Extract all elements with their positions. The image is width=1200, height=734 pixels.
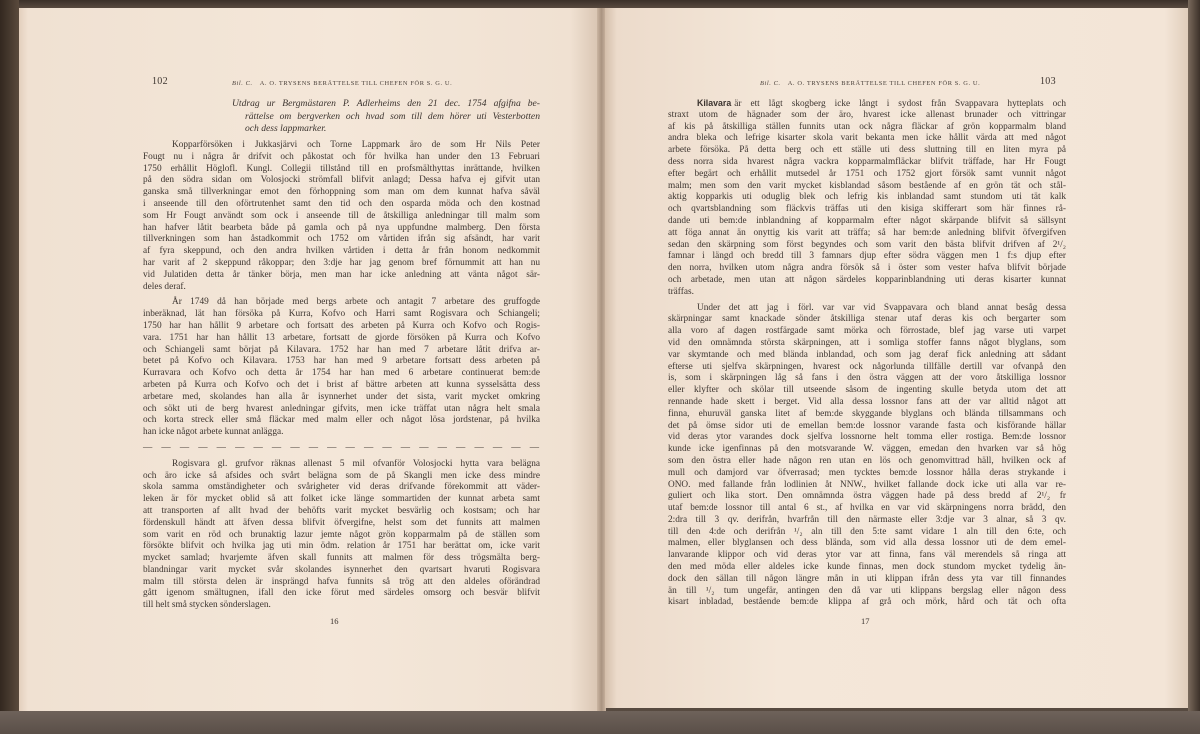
text-line: vid Julatiden detta år tänker börja, men man har icke anledning att vänta något sär- [143, 269, 540, 280]
paragraph [143, 297, 540, 439]
text-line: som Hr Fougt användt som ock i anseende till de åtskilliga anledningar till malm som [143, 210, 540, 221]
text-line: i anseende till den oförtrutenhet samt den tid och den osparda möda och den kostnad [143, 198, 540, 209]
title-line: rättelse om bergverken och hvad som till dem hörer uti Vesterbotten [245, 110, 540, 122]
text-line: Fougt nu i några år drifvit och påkostat och för hvilka han under den 13 Februari [143, 151, 540, 162]
text-line: ONO. med fallande från lodlinien åt NNW., hvilket fallande dock icke uti alla var re- [668, 479, 1066, 490]
text-line: eller klyfter och skölar till utseende såsom de ingenting skulle betyda utom det att [668, 385, 1066, 396]
text-line: skärpningar samt knackade sönder åtskilliga stenar utaf deras kis och bergarter som [668, 314, 1066, 325]
text-line: till helt små stycken sönderslagen. [143, 600, 271, 611]
left-page-body [143, 140, 540, 616]
running-header-text: A. O. TRYSENS BERÄTTELSE TILL CHEFEN FÖR S. G. U. [787, 80, 981, 87]
page-footer-number: 16 [330, 616, 339, 626]
text-line: arbeten på Kurra och Kofvo och det i brist af bättre arbeten att kunna sysselsätta dess [143, 379, 540, 390]
text-line: arbetare med, skolandes han alla år isynnerhet under det sista, varit mycket omkring [143, 391, 540, 402]
text-line: till den 4:de och derifrån ¹/₂ aln till den 5:te samt vidare 1 aln till den 6:te, och [668, 526, 1066, 537]
text-line: alla voro af dagen rostfärgade samt mörka och förrostade, blef jag varse uti varpet [668, 326, 1066, 337]
text-line: och arbetade, men utan att någon särdeles kopparinblandning uti deras kisarter kunnat [668, 274, 1066, 285]
right-page [605, 8, 1188, 708]
page-number-top: 102 [152, 76, 168, 87]
text-line: vid deras ytor varandes dock sjelfva lossnorne helt tomma eller rostiga. Bem:de lossnor [668, 432, 1066, 443]
text-line: efterse uti sjelfva skärpningen, hvarest ock någorlunda tillfälle dertill var ofvanpå den [668, 361, 1066, 372]
text-line: arbete försöka. På detta berg och ett ställe uti dess sluttning till en liten myra på [668, 145, 1066, 156]
title-line: Utdrag ur Bergmästaren P. Adlerheims den 21 dec. 1754 afgifna be- [232, 98, 540, 109]
text-line: dande uti bem:de inblandning af kopparmalm efter något skärpande blifvit så sällsynt [668, 215, 1066, 226]
paragraph [143, 140, 540, 293]
line-text: är ett lågt skogberg icke långt i sydost från Svappavara hytteplats och [734, 99, 1066, 109]
paragraph-lead-word: Kilavara [697, 98, 732, 108]
text-line: leken är för mycket oblid så att folket icke länge sommartiden der kunnat arbeta samt [143, 494, 540, 505]
text-line: på den södra sidan om Volosjocki strömfall blifvit anlagd; Dessa hafva ej gifvit utan [143, 175, 540, 186]
text-line: än till ¹/₂ tum ungefär, antingen den då var uti klippans bergslag eller någon dess [668, 585, 1066, 596]
left-page [19, 8, 599, 711]
text-line: famnar i längd och bredd till 3 famnars djup efter södra väggen men 1 f:s djup efter [668, 251, 1066, 262]
text-line: blandningar varit mycket svår skolandes isynnerhet den qvartsart hvaruti Rogisvara [143, 564, 540, 575]
text-line: han hafver låtit bearbeta både på gamla och på nya uppfundne malmberg. Den första [143, 222, 540, 233]
text-line: af fyra skeppund, och den andra hvilken vårtiden i detta år från honom nedkommit [143, 246, 540, 257]
text-line: Kurravara och Kofvo och detta år 1754 har han med 6 arbetare continuerat bem:de [143, 368, 540, 379]
text-line: mull och damjord var öfverrasad; men tycktes bem:de lossnor hålla deras strykande i [668, 467, 1066, 478]
running-header-label: Bil. C. [232, 80, 253, 87]
dashed-rule: — — — — — — — — — — — — — — — — — — — — — — [143, 442, 540, 453]
text-line: som den östra eller hade någon ren utan en lös och genomvittrad häll, hvilken ock af [668, 455, 1066, 466]
text-line: att transporten af allt hvad der behöfts varit mycket besvärlig och kostsam; och har [143, 505, 540, 516]
text-line: vara. 1751 har han hållit 13 arbetare, fortsatt de gjorde försöken på Kurra och Kofvo [143, 332, 540, 343]
text-line: det på ömse sidor uti de emellan bem:de lossnor varande fasta och kisförande hällar [668, 420, 1066, 431]
text-line: 2:dra till 3 qv. derifrån, hvarfrån till den närmaste eller 3:dje var 3 alnar, så 3 qv. [668, 514, 1066, 525]
text-line: och sökt uti de berg hvarest anledningar gifvits, men icke träffat utan några helt smala [143, 403, 540, 414]
text-line: finna, ehuruväl ganska litet af bem:de skyggande blyglans och blända tillsammans och [668, 408, 1066, 419]
text-line: utaf bem:de lossnor till antal 6 st., af hvilka en var vid skärpningens norra brädd, den [668, 503, 1066, 514]
text-line: skola samma omständigheter och svårigheter vid deras drifvande förekommit att väder- [143, 482, 540, 493]
text-line: kisart inbladad, bestående bem:de klippa af grå och mörk, hård och tät och ofta [668, 597, 1066, 608]
paragraphs-before-rule [143, 140, 540, 439]
text-line: malm till största delen är insprängd hafva funnits så trög att den aldeles oförändrad [143, 576, 540, 587]
right-page-body [668, 98, 1066, 613]
text-line: försökte blifvit och hvilka jag uti min ödm. relation år 1751 har berättat om, icke varit [143, 541, 540, 552]
text-line: Kopparförsöken i Jukkasjärvi och Torne Lappmark äro de som Hr Nils Peter [172, 140, 540, 150]
section-title [232, 98, 540, 136]
text-line: var skymtande och med blända inblandad, och som jag deraf fick anledning att sådant [668, 349, 1066, 360]
text-line: och äro icke så afsides och svårt belägna som de på Skangli men icke dess mindre [143, 470, 540, 481]
text-line: straxt utom de hägnader som der äro, hvarest icke allenast brunader och vittringar [668, 109, 1066, 120]
running-header [760, 79, 980, 88]
page-number-top: 103 [1040, 76, 1056, 87]
page-footer-number: 17 [861, 616, 870, 626]
text-line: malmen, eller blyglansen och dess blända, som vid alla dessa lossnor uti de dem emel- [668, 538, 1066, 549]
text-line: kunde icke igenfinnas på den motsvarande W. väggen, emedan den hvarken var så hög [668, 444, 1066, 455]
text-line: rennande hade skett i berget. Vid alla dessa lossnor fans att der var alltid något att [668, 396, 1066, 407]
text-line: att föga annat än onyttig kis varit att träffa; så har bem:de anledning blifvit öfvergifven [668, 227, 1066, 238]
text-line: efter begärt och erhållit mutsedel år 1751 och 1752 gjort försök samt vunnit något [668, 168, 1066, 179]
text-line: som varit en röd och brunaktig lazur jemte något grön kopparmalm på de ställen som [143, 529, 540, 540]
text-line: dess norra sida hvarest några vackra kopparmalmfläckar blifvit träffade, har Hr Fougt [668, 156, 1066, 167]
running-header [232, 79, 452, 88]
text-line: fördenskull händt att äfven dessa blifvit öfvergifne, helst som det funnits att malmen [143, 517, 540, 528]
paragraphs-after-rule [143, 459, 540, 612]
paragraph [143, 459, 540, 612]
text-line: den med möda eller aldeles icke kunde finnas, men dock stundom mycket tydelig än- [668, 562, 1066, 573]
text-line: den norra, hvilken utom några andra försök så i öster som vester hafva blifvit började [668, 263, 1066, 274]
text-line: ganska små tillverkningar emot den förhoppning som man om dem kunnat hafva såväl [143, 187, 540, 198]
text-line: 1750 erhållit Höglofl. Kungl. Collegii tillstånd till en profsmälthyttas inrättande, hvilken [143, 163, 540, 174]
text-line: gått igenom smältugnen, ifall den icke förut med särdeles omsorg och besvär blifvit [143, 588, 540, 599]
text-line: han icke något arbete kunnat anlägga. [143, 427, 284, 438]
text-line: deles deraf. [143, 281, 186, 292]
text-line: och korta streck eller små fläckar med malm eller och något lösa jordstenar, på hvilka [143, 415, 540, 426]
text-line: Under det att jag i förl. var var vid Svappavara och bland annat besåg dessa [697, 302, 1066, 313]
paragraph [668, 303, 1066, 610]
text-line: Rogisvara gl. grufvor räknas allenast 5 mil ofvanför Volosjocki hytta vara belägna [172, 458, 540, 469]
text-line: tillverkningen som han åstadkommit och 1752 om vårtiden ifrån sig afsändt, har varit [143, 234, 540, 245]
text-line: År 1749 då han började med bergs arbete och antagit 7 arbetare des gruffogde [172, 297, 540, 308]
paragraph [668, 98, 1066, 299]
text-line: af kis på åtskilliga ställen funnits utan ock några fläckar af grön kopparmalm bland [668, 121, 1066, 132]
text-line: dock den sällan till någon längre mån in uti klippan ifrån dess yta var till finnandes [668, 573, 1066, 584]
title-line: och dess lappmarker. [245, 123, 327, 134]
text-line: och Schiangeli samt börjat på Kilavara. 1752 har han med 7 arbetare låtit drifva ar- [143, 344, 540, 355]
text-line: och qvartsblandning som fläckvis träffas uti den kisiga skifferart som här finnes rå- [668, 204, 1066, 215]
text-line [668, 98, 1066, 110]
text-line: inberäknad, lät han försöka på Kurra, Kofvo och Harri samt Rogisvara och Schiangeli; [143, 309, 540, 320]
scan-border-bottom [0, 711, 1200, 734]
text-line: is, som i skärpningen låg så fans i den östra väggen att der voro åtskilliga lossnor [668, 373, 1066, 384]
text-line: aktig kopparkis uti oduglig blek och lefrig kis inblandad samt stundom uti tät kalk [668, 192, 1066, 203]
text-line: andra bleka och lefrige kisarter skola varit bekanta men icke hållit värda att med något [668, 133, 1066, 144]
text-line: mycket samlad; hvarjemte äfven skall funnits att malmen för dess trögsmälta berg- [143, 553, 540, 564]
text-line: sedan den skärpning som först begyndes och som varit den bästa blifvit drifven af 2¹/₂ [668, 239, 1066, 250]
text-line: 1750 har han hållit 9 arbetare och fortsatt des arbeten på Kurra och Kofvo och Rogis- [143, 320, 540, 331]
text-line: träffas. [668, 286, 694, 297]
text-line: guliert och lika stort. Den omnämnda östra väggen hade på dess bredd af 2¹/₂ fr [668, 491, 1066, 502]
text-line: har varit af 2 skeppund råkoppar; den 3:dje har jag genom bref förnummit att han nu [143, 257, 540, 268]
scan-border-right [1188, 0, 1200, 734]
running-header-label: Bil. C. [760, 80, 781, 87]
right-paragraphs [668, 98, 1066, 609]
text-line: malm; men som den varit mycket kisblandad såsom bestående af en grön tät och stål- [668, 180, 1066, 191]
text-line: betet på Kofvo och Kilavara. 1753 har han med 9 arbetare fortsatt dess arbeten på [143, 356, 540, 367]
scan-border-left [0, 0, 19, 734]
running-header-text: A. O. TRYSENS BERÄTTELSE TILL CHEFEN FÖR S. G. U. [259, 80, 453, 87]
text-line: vid den omnämnda största skärpningen, att i somliga stoffer fanns något blyglans, som [668, 337, 1066, 348]
text-line: lanvarande klippor och vid deras ytor var att finna, fans väl merendels så ringa att [668, 550, 1066, 561]
